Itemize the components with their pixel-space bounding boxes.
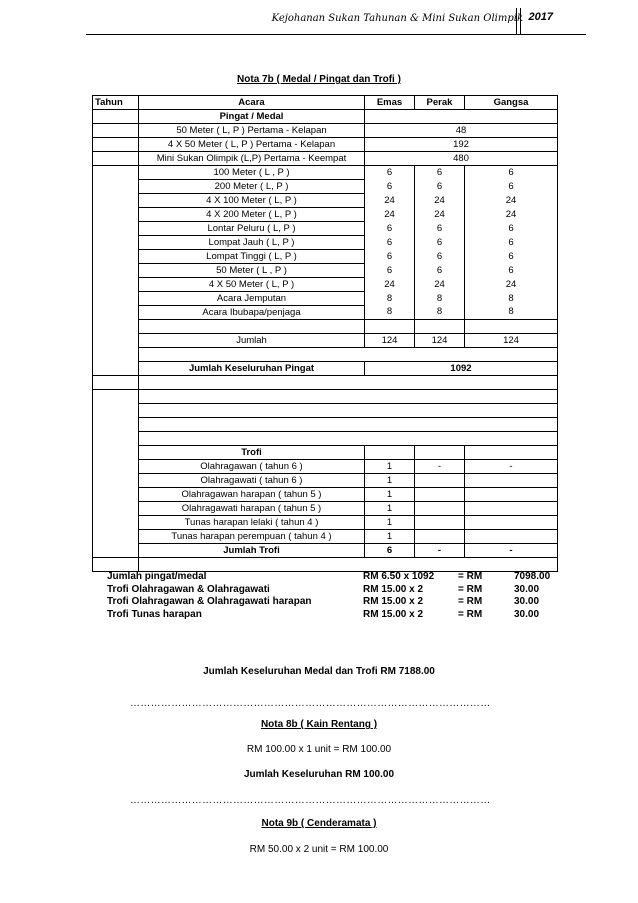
table-row: Lontar Peluru ( L, P ) 6 6 6 xyxy=(93,222,558,236)
note-8b-total: Jumlah Keseluruhan RM 100.00 xyxy=(243,769,395,780)
table-row: Olahragawati harapan ( tahun 5 ) 1 xyxy=(93,502,558,516)
jumlah-row: Jumlah 124 124 124 xyxy=(93,334,558,348)
table-row: Lompat Jauh ( L, P ) 6 6 6 xyxy=(93,236,558,250)
note-7b-title: Nota 7b ( Medal / Pingat dan Trofi ) xyxy=(237,74,401,85)
grand-total: Jumlah Keseluruhan Medal dan Trofi RM 7188.00 xyxy=(203,666,435,677)
medal-table xyxy=(92,95,558,572)
table-row: 4 X 50 Meter ( L, P ) Pertama - Kelapan 192 xyxy=(93,138,558,152)
table-row: Olahragawati ( tahun 6 ) 1 xyxy=(93,474,558,488)
table-row: 4 X 200 Meter ( L, P ) 24 24 24 xyxy=(93,208,558,222)
table-row: Olahragawan harapan ( tahun 5 ) 1 xyxy=(93,488,558,502)
pingat-header: Pingat / Medal xyxy=(139,110,365,124)
cost-row: Trofi Olahragawan & Olahragawati harapan RM 15.00 x 2 = RM 30.00 xyxy=(107,596,540,607)
table-row: Acara Ibubapa/penjaga 8 8 8 xyxy=(93,306,558,320)
header-divider xyxy=(86,34,586,35)
dotted-separator: …………………………………………………………………………………………… xyxy=(130,698,491,709)
table-row: Olahragawan ( tahun 6 ) 1 - - xyxy=(93,460,558,474)
table-row: Lompat Tinggi ( L, P ) 6 6 6 xyxy=(93,250,558,264)
table-row: 200 Meter ( L, P ) 6 6 6 xyxy=(93,180,558,194)
table-row: 50 Meter ( L , P ) 6 6 6 xyxy=(93,264,558,278)
note-9b-calc: RM 50.00 x 2 unit = RM 100.00 xyxy=(249,844,389,855)
table-row: 100 Meter ( L , P ) 6 6 6 xyxy=(93,166,558,180)
trofi-header: Trofi xyxy=(139,446,365,460)
col-acara: Acara xyxy=(139,96,365,110)
cost-row: Trofi Tunas harapan RM 15.00 x 2 = RM 30.00 xyxy=(107,608,540,620)
table-row: Tunas harapan perempuan ( tahun 4 ) 1 xyxy=(93,530,558,544)
note-8b-title: Nota 8b ( Kain Rentang ) xyxy=(260,719,378,730)
col-gangsa: Gangsa xyxy=(465,96,558,110)
header-separator xyxy=(516,8,521,34)
cost-summary xyxy=(107,571,564,621)
table-row: 4 X 50 Meter ( L, P ) 24 24 24 xyxy=(93,278,558,292)
note-9b-title: Nota 9b ( Cenderamata ) xyxy=(261,818,377,829)
col-perak: Perak xyxy=(415,96,465,110)
table-row: 50 Meter ( L, P ) Pertama - Kelapan 48 xyxy=(93,124,558,138)
table-row: Acara Jemputan 8 8 8 xyxy=(93,292,558,306)
dotted-separator: …………………………………………………………………………………………… xyxy=(130,795,491,806)
table-header-row xyxy=(93,96,558,110)
cost-row: Jumlah pingat/medal RM 6.50 x 1092 = RM 7098.00 xyxy=(107,571,551,582)
note-8b-calc: RM 100.00 x 1 unit = RM 100.00 xyxy=(246,744,392,755)
header-year: 2017 xyxy=(528,11,553,23)
cost-row: Trofi Olahragawan & Olahragawati RM 15.00 x 2 = RM 30.00 xyxy=(107,583,540,595)
col-tahun: Tahun xyxy=(93,96,139,110)
table-row: Tunas harapan lelaki ( tahun 4 ) 1 xyxy=(93,516,558,530)
jumlah-keseluruhan-row: Jumlah Keseluruhan Pingat 1092 xyxy=(93,362,558,376)
header-title: Kejohanan Sukan Tahunan & Mini Sukan Olimpik xyxy=(271,13,523,24)
table-row: Mini Sukan Olimpik (L,P) Pertama - Keempat 480 xyxy=(93,152,558,166)
col-emas: Emas xyxy=(365,96,415,110)
table-row: 4 X 100 Meter ( L, P ) 24 24 24 xyxy=(93,194,558,208)
jumlah-trofi-row: Jumlah Trofi 6 - - xyxy=(93,544,558,558)
